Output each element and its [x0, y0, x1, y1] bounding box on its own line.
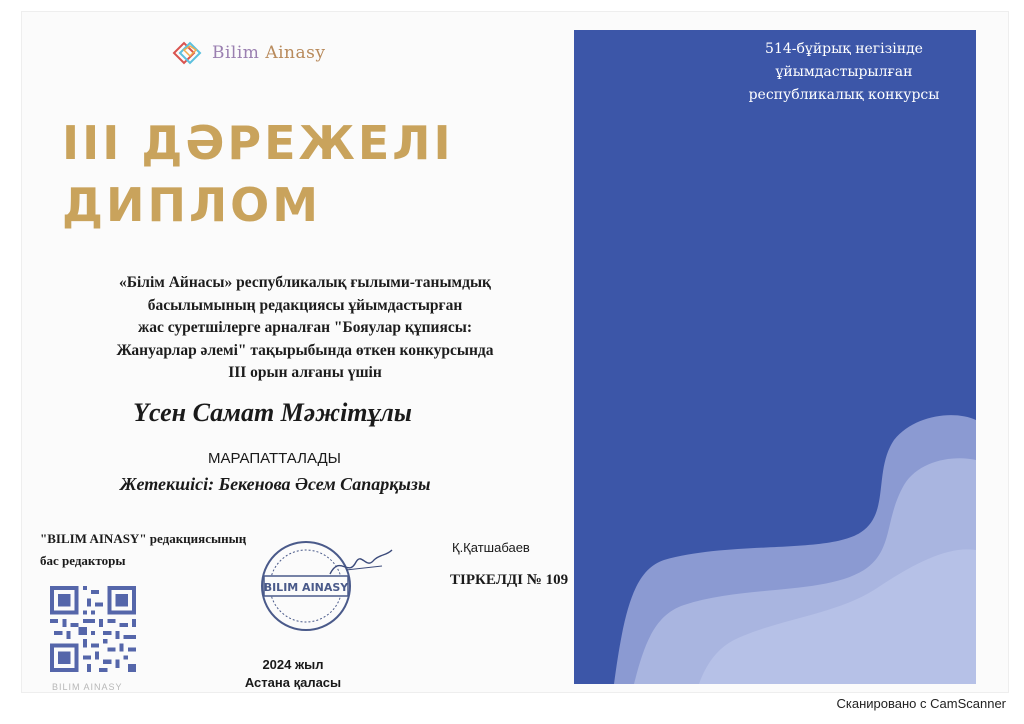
editor-line-2: бас редакторы [40, 553, 126, 568]
supervisor-name: Жетекшісі: Бекенова Әсем Сапарқызы [120, 474, 431, 494]
description-line: «Білім Айнасы» республикалық ғылыми-танымдық [119, 274, 491, 291]
issue-city: Астана қаласы [244, 675, 342, 690]
description-line: ІІІ орын алғаны үшін [228, 364, 382, 381]
issue-place-date [238, 656, 348, 692]
qr-caption: BILIM AINASY [52, 682, 123, 692]
award-description [40, 272, 570, 385]
scanner-credit: Сканировано с CamScanner [836, 696, 1006, 711]
editor-label [40, 528, 246, 572]
description-line: басылымының редакциясы ұйымдастырған [147, 296, 463, 314]
editor-line-1: "BILIM AINASY" редакциясының [40, 531, 247, 546]
registration-number: ТІРКЕЛДІ № 109 [450, 572, 569, 588]
panel-line-2: ұйымдастырылған [775, 64, 913, 80]
panel-caption [719, 38, 969, 107]
recipient-name: Үсен Самат Мәжітұлы [133, 398, 412, 427]
logo-text: Bilim Ainasy [212, 43, 326, 63]
award-text: МАРАПАТТАЛАДЫ [208, 450, 341, 467]
logo-mark-icon [170, 38, 206, 68]
title-diploma: ДИПЛОМ [62, 178, 322, 232]
qr-code [50, 586, 136, 672]
bilim-ainasy-logo [170, 38, 325, 68]
description-line: жас суретшілерге арналған "Бояулар құпиясы: [137, 319, 472, 336]
stamp-text: BILIM AINASY [263, 581, 349, 594]
diploma-title [62, 112, 454, 236]
panel-line-1: 514-бұйрық негізінде [765, 41, 923, 57]
signer-name: Қ.Қатшабаев [452, 540, 530, 555]
decorative-blue-panel [574, 30, 976, 684]
issue-year: 2024 жыл [262, 657, 324, 672]
description-line: Жануарлар әлемі" тақырыбында өткен конкурсында [116, 341, 494, 359]
panel-line-3: республикалық конкурсы [748, 87, 940, 103]
editor-signature [326, 544, 396, 584]
title-degree: ІІІ ДӘРЕЖЕЛІ [62, 116, 454, 170]
panel-background [574, 30, 976, 684]
